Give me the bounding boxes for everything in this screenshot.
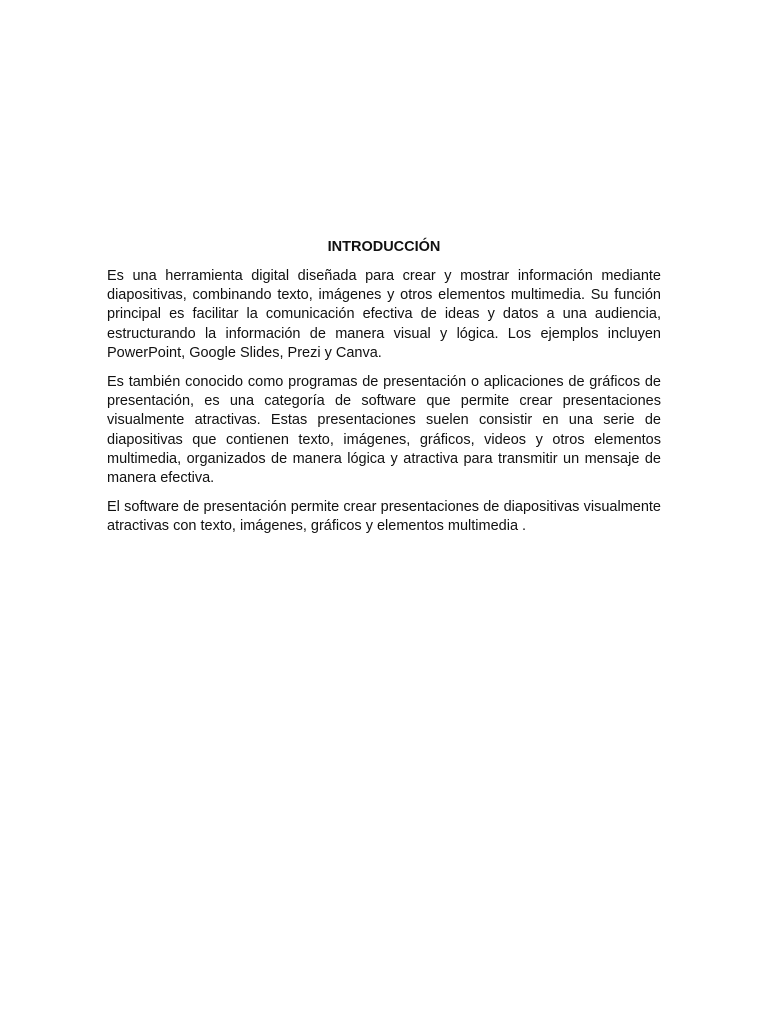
page-title: INTRODUCCIÓN <box>327 239 441 255</box>
paragraph-1: Es una herramienta digital diseñada para crear y mostrar información mediante diapositivas, combinando texto, imágenes y otros elementos multimedia. Su función principal es facilitar la comunicación efectiva de ideas y datos a una audiencia, estructurando la información de manera visual y lógica. Los ejemplos incluyen PowerPoint, Google Slides, Prezi y Canva. <box>107 268 661 361</box>
document-body <box>107 238 661 547</box>
paragraph-3: El software de presentación permite crear presentaciones de diapositivas visualmente atractivas con texto, imágenes, gráficos y elementos multimedia . <box>107 499 661 535</box>
paragraph-2: Es también conocido como programas de presentación o aplicaciones de gráficos de presentación, es una categoría de software que permite crear presentaciones visualmente atractivas. Estas presentaciones suelen consistir en una serie de diapositivas que contienen texto, imágenes, gráficos, videos y otros elementos multimedia, organizados de manera lógica y atractiva para transmitir un mensaje de manera efectiva. <box>107 374 661 487</box>
